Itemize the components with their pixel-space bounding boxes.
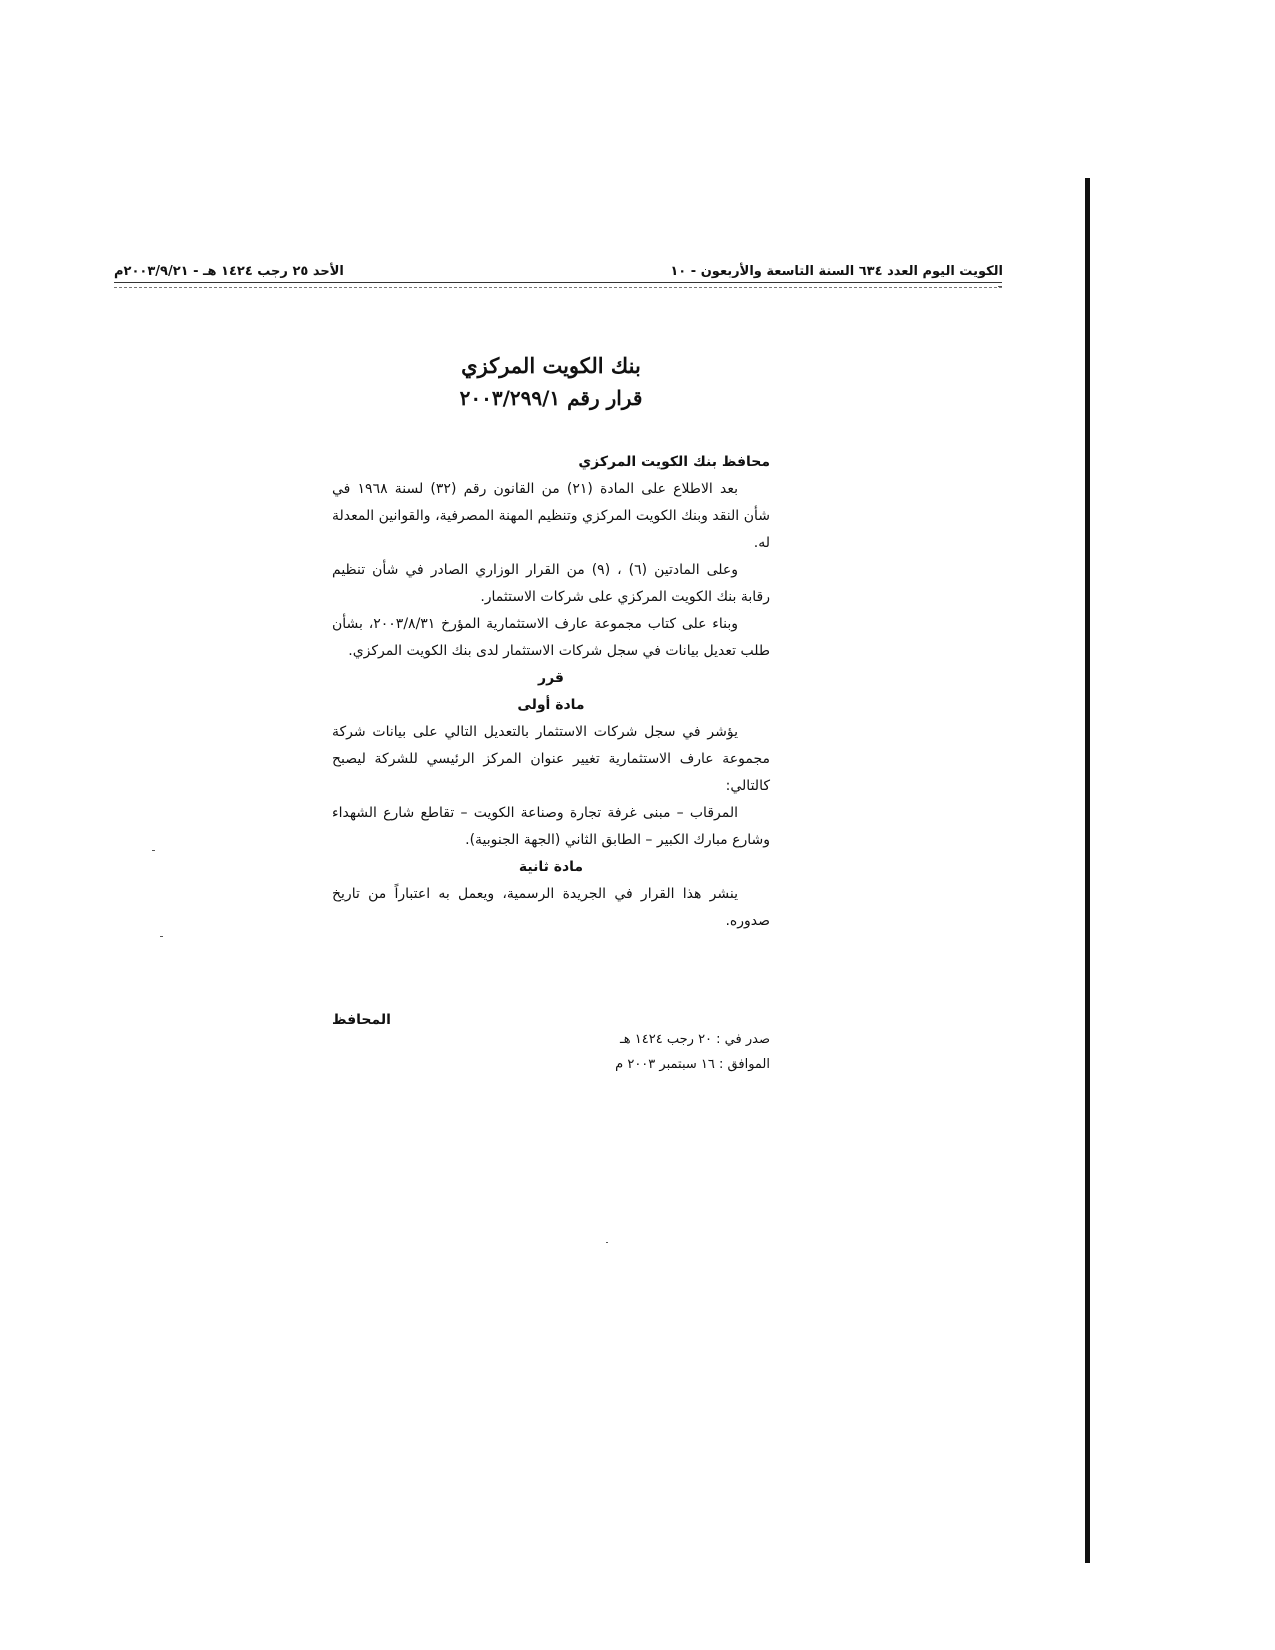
decided-heading: قرر [538, 670, 564, 686]
bank-title: بنك الكويت المركزي [461, 353, 641, 378]
decision-body [332, 350, 770, 935]
decision-number: قرار رقم ٢٠٠٣/٢٩٩/١ [459, 386, 643, 410]
issued-date-hijri: صدر في : ٢٠ رجب ١٤٢٤ هـ [619, 1032, 770, 1047]
header-rule-dashed [114, 287, 1002, 288]
issued-date-gregorian: الموافق : ١٦ سبتمبر ٢٠٠٣ م [615, 1057, 770, 1072]
article-2-text: ينشر هذا القرار في الجريدة الرسمية، ويعمل به اعتباراً من تاريخ صدوره. [332, 886, 770, 929]
article-1-heading: مادة أولى [517, 697, 585, 713]
signature-governor: المحافظ [332, 1012, 391, 1028]
preamble-paragraph: بعد الاطلاع على المادة (٢١) من القانون رقم (٣٢) لسنة ١٩٦٨ في شأن النقد وبنك الكويت المركزي وتنظيم المهنة المصرفية، والقوانين المعدلة له. [332, 481, 770, 551]
scan-speck [606, 1242, 608, 1243]
scan-speck [152, 850, 155, 851]
preamble-paragraph: وبناء على كتاب مجموعة عارف الاستثمارية المؤرخ ٢٠٠٣/٨/٣١، بشأن طلب تعديل بيانات في سجل شركات الاستثمار لدى بنك الكويت المركزي. [332, 616, 770, 659]
header-rule [114, 282, 1002, 283]
article-2-heading: مادة ثانية [518, 859, 584, 875]
article-1-text: يؤشر في سجل شركات الاستثمار بالتعديل التالي على بيانات شركة مجموعة عارف الاستثمارية تغيير عنوان المركز الرئيسي للشركة ليصبح كالتالي: [332, 724, 770, 794]
header-issue-info: الكويت اليوم العدد ٦٣٤ السنة التاسعة والأربعون - ١٠ [670, 264, 1003, 279]
article-1-address: المرقاب – مبنى غرفة تجارة وصناعة الكويت – تقاطع شارع الشهداء وشارع مبارك الكبير – الطابق الثاني (الجهة الجنوبية). [332, 805, 770, 848]
scan-speck [160, 936, 163, 937]
preamble-paragraph: وعلى المادتين (٦) ، (٩) من القرار الوزاري الصادر في شأن تنظيم رقابة بنك الكويت المركزي على شركات الاستثمار. [332, 562, 770, 605]
header-date: الأحد ٢٥ رجب ١٤٢٤ هـ - ٢٠٠٣/٩/٢١م [114, 264, 344, 279]
binding-rule [1085, 178, 1090, 1563]
issuer-heading: محافظ بنك الكويت المركزي [578, 454, 770, 470]
